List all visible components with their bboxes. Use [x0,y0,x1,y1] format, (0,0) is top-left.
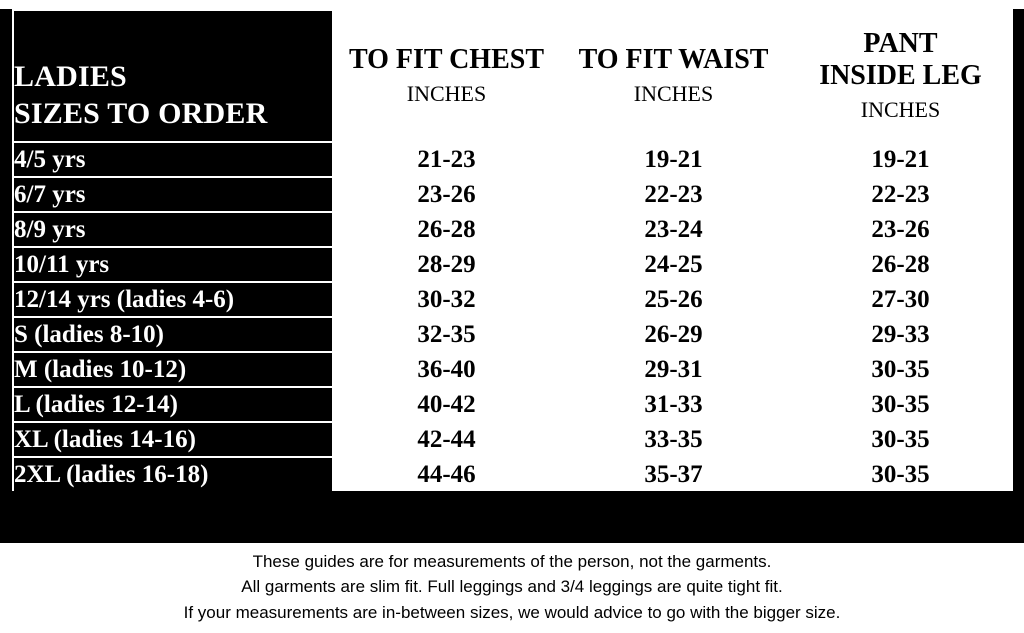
cell-chest: 42-44 [333,422,560,457]
header-waist-unit: INCHES [561,80,786,109]
cell-size: 10/11 yrs [13,247,333,282]
cell-size: M (ladies 10-12) [13,352,333,387]
cell-size: 8/9 yrs [13,212,333,247]
header-to-fit-chest [333,10,560,142]
table-row [13,422,1013,457]
cell-chest: 40-42 [333,387,560,422]
header-ladies-sizes [13,10,333,142]
footer-notes [0,543,1024,633]
header-chest-title: TO FIT CHEST [334,44,559,76]
table-row [13,387,1013,422]
note-line-3: If your measurements are in-between sizes, we would advice to go with the bigger size. [10,600,1014,626]
cell-size: L (ladies 12-14) [13,387,333,422]
cell-size: 12/14 yrs (ladies 4-6) [13,282,333,317]
cell-chest: 28-29 [333,247,560,282]
cell-inside-leg: 30-35 [787,387,1013,422]
cell-size: 2XL (ladies 16-18) [13,457,333,491]
cell-chest: 23-26 [333,177,560,212]
header-waist-title: TO FIT WAIST [561,44,786,76]
cell-waist: 25-26 [560,282,787,317]
header-pant-inside-leg [787,10,1013,142]
cell-inside-leg: 29-33 [787,317,1013,352]
cell-inside-leg: 19-21 [787,142,1013,177]
table-row [13,247,1013,282]
cell-size: 4/5 yrs [13,142,333,177]
cell-chest: 26-28 [333,212,560,247]
cell-waist: 35-37 [560,457,787,491]
header-leg-title-line2: INSIDE LEG [788,60,1013,92]
cell-waist: 23-24 [560,212,787,247]
table-row [13,352,1013,387]
header-ladies-line1: LADIES [14,59,332,96]
cell-chest: 30-32 [333,282,560,317]
table-row [13,282,1013,317]
header-leg-title-line1: PANT [788,28,1013,60]
cell-inside-leg: 30-35 [787,457,1013,491]
cell-waist: 33-35 [560,422,787,457]
cell-size: 6/7 yrs [13,177,333,212]
cell-waist: 24-25 [560,247,787,282]
cell-waist: 29-31 [560,352,787,387]
cell-chest: 36-40 [333,352,560,387]
header-leg-unit: INCHES [788,96,1013,125]
cell-inside-leg: 26-28 [787,247,1013,282]
table-row [13,457,1013,491]
table-row [13,212,1013,247]
table-body [13,142,1013,491]
cell-inside-leg: 23-26 [787,212,1013,247]
header-to-fit-waist [560,10,787,142]
cell-inside-leg: 30-35 [787,352,1013,387]
cell-inside-leg: 30-35 [787,422,1013,457]
table-row [13,317,1013,352]
note-line-1: These guides are for measurements of the person, not the garments. [10,549,1014,575]
cell-waist: 31-33 [560,387,787,422]
header-ladies-line2: SIZES TO ORDER [14,96,332,133]
cell-inside-leg: 27-30 [787,282,1013,317]
cell-waist: 19-21 [560,142,787,177]
table-row [13,177,1013,212]
header-chest-unit: INCHES [334,80,559,109]
cell-inside-leg: 22-23 [787,177,1013,212]
cell-size: S (ladies 8-10) [13,317,333,352]
table-header [13,10,1013,142]
cell-chest: 32-35 [333,317,560,352]
cell-waist: 22-23 [560,177,787,212]
cell-waist: 26-29 [560,317,787,352]
cell-chest: 44-46 [333,457,560,491]
note-line-2: All garments are slim fit. Full leggings and 3/4 leggings are quite tight fit. [10,574,1014,600]
cell-size: XL (ladies 14-16) [13,422,333,457]
size-chart-table [12,9,1013,491]
header-row [13,10,1013,142]
table-row [13,142,1013,177]
cell-chest: 21-23 [333,142,560,177]
size-chart-sheet [0,9,1024,633]
